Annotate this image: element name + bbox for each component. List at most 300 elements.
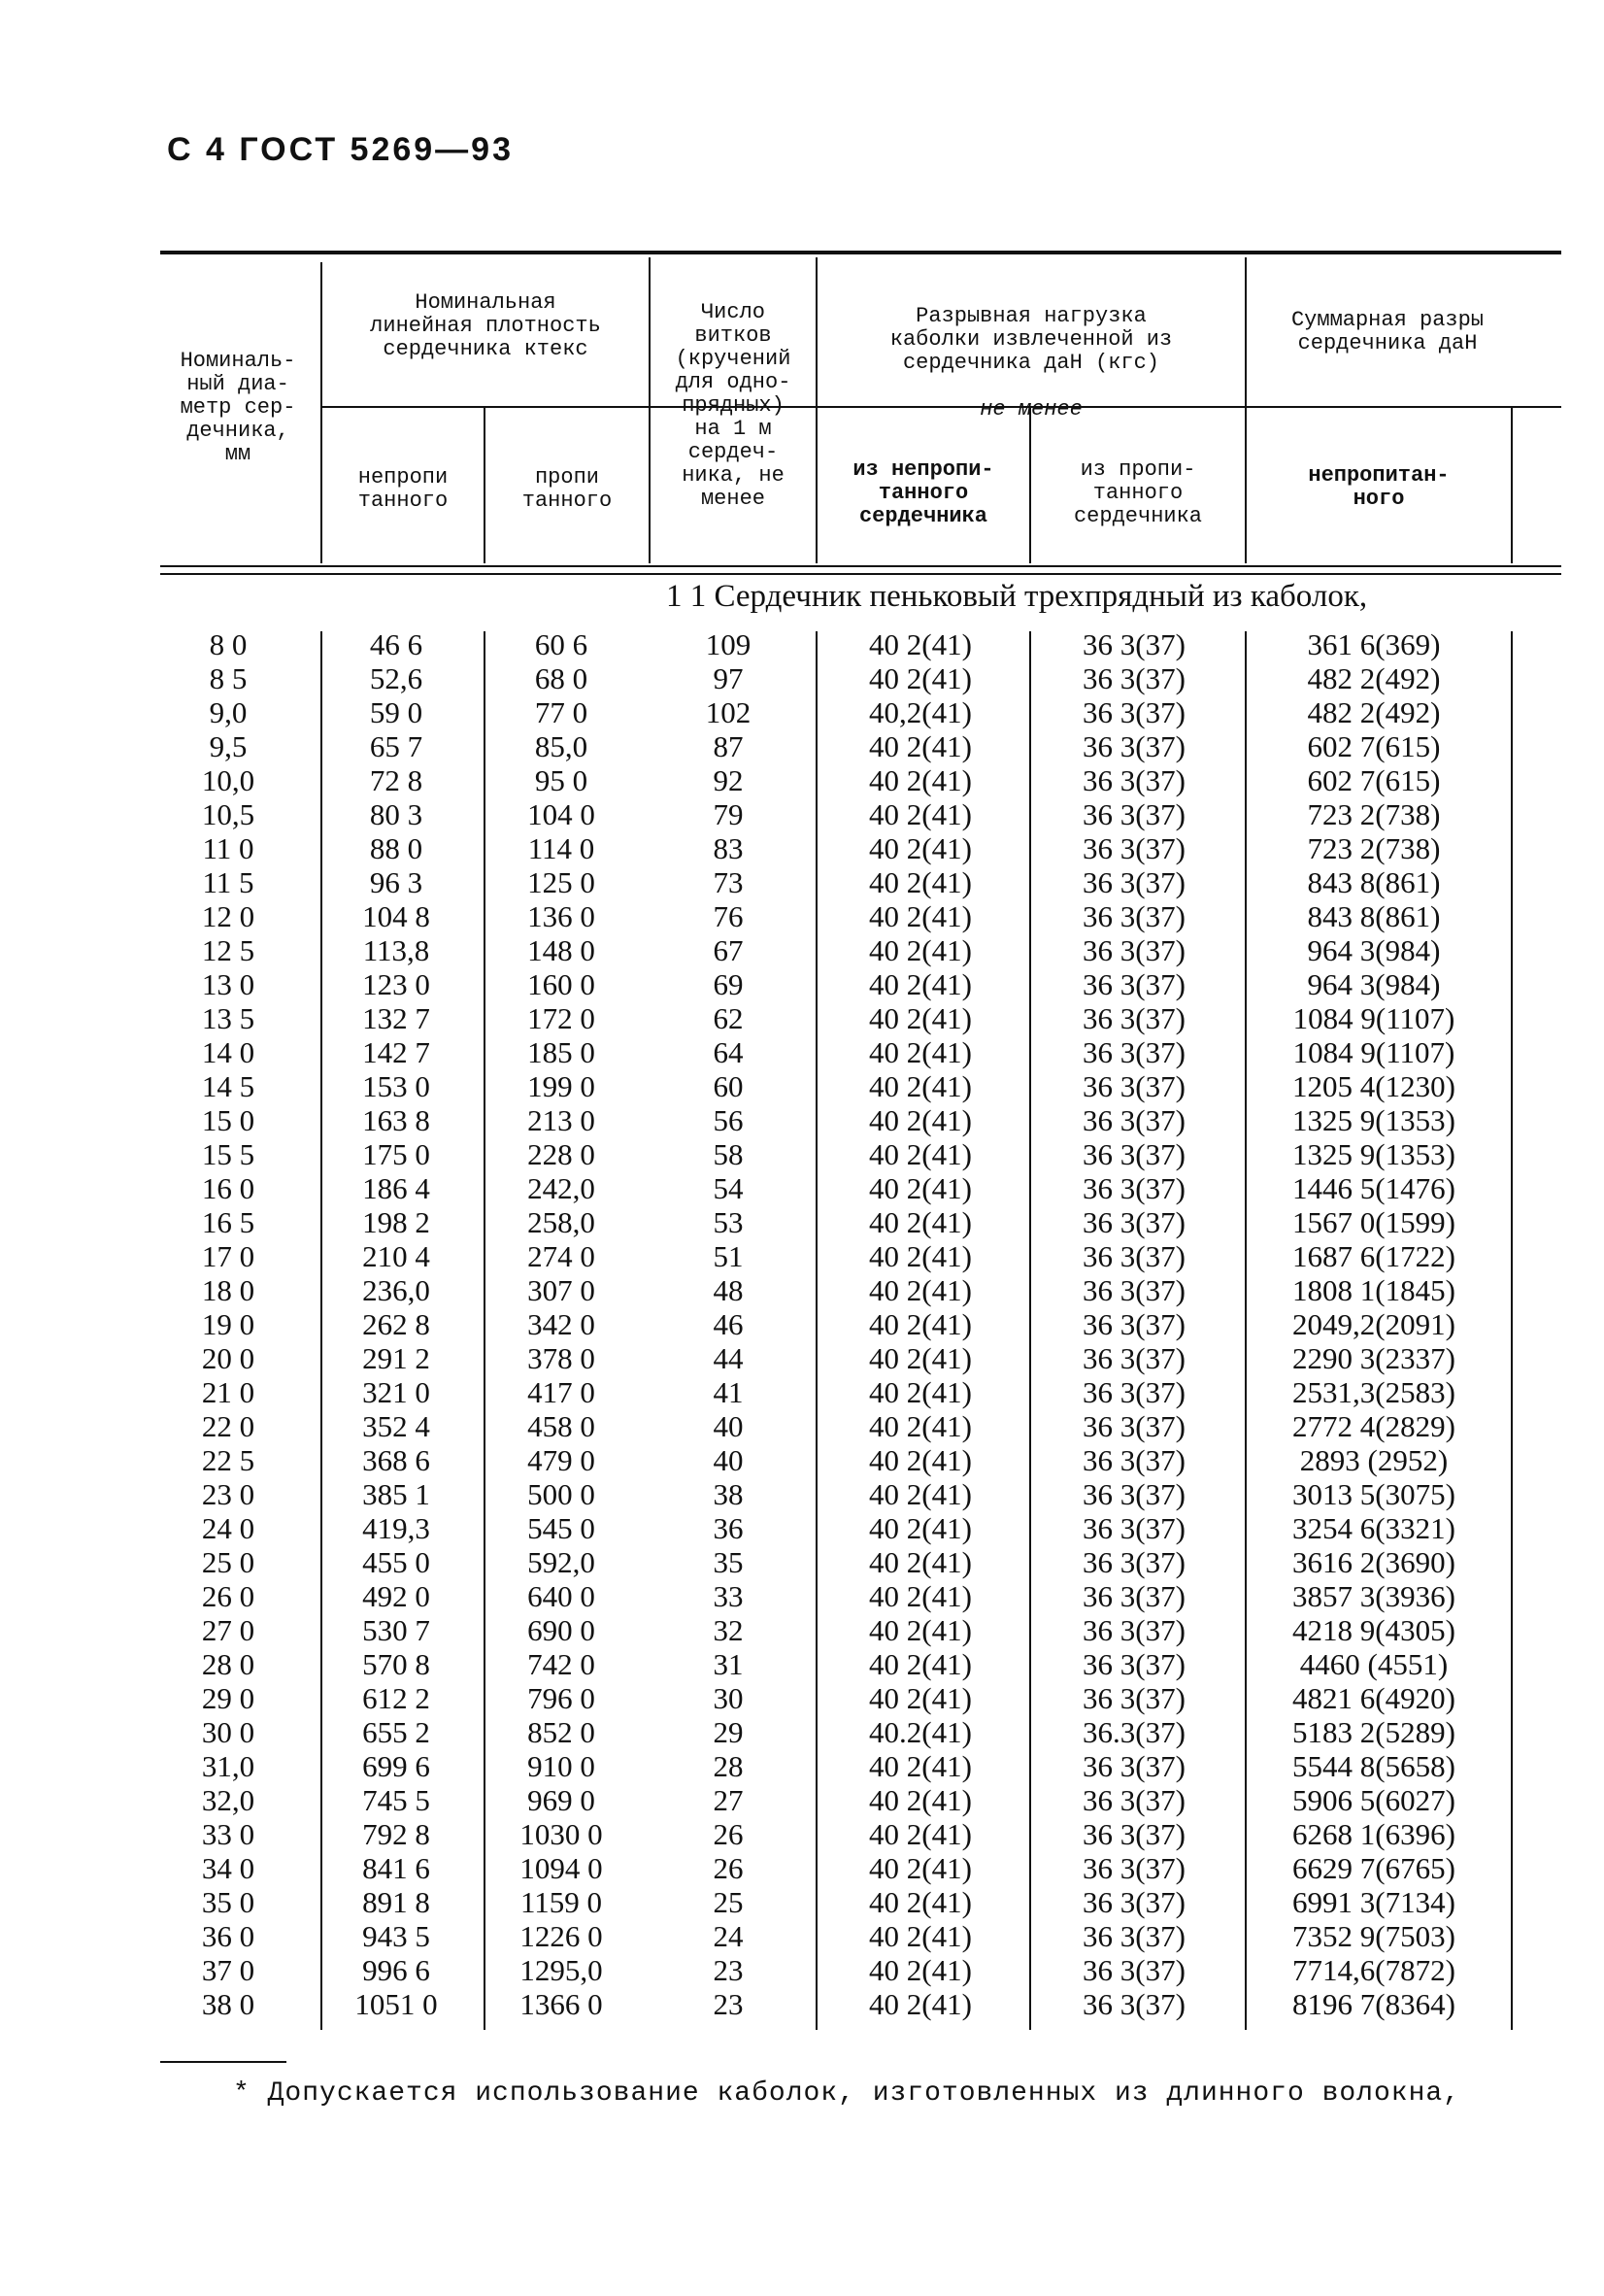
cell-turns: 28 (713, 1749, 744, 1783)
cell-yarn-imp: 36 3(37) (1083, 1817, 1186, 1851)
cell-density-unimp: 291 2 (362, 1341, 430, 1375)
cell-diameter: 16 5 (201, 1205, 255, 1239)
cell-yarn-imp: 36 3(37) (1083, 1987, 1186, 2021)
cell-yarn-unimp: 40 2(41) (869, 899, 972, 933)
cell-total-unimp: 7714,6(7872) (1292, 1953, 1455, 1987)
cell-density-unimp: 236,0 (362, 1273, 430, 1307)
cell-yarn-imp: 36 3(37) (1083, 899, 1186, 933)
cell-total-unimp: 1325 9(1353) (1292, 1137, 1455, 1171)
cell-density-unimp: 321 0 (362, 1375, 430, 1409)
header-divider (1511, 408, 1513, 563)
cell-density-unimp: 655 2 (362, 1715, 430, 1749)
cell-density-unimp: 104 8 (362, 899, 430, 933)
cell-turns: 62 (713, 1001, 744, 1035)
cell-density-unimp: 368 6 (362, 1443, 430, 1477)
cell-turns: 46 (713, 1307, 744, 1341)
cell-yarn-unimp: 40 2(41) (869, 1851, 972, 1885)
cell-yarn-unimp: 40 2(41) (869, 763, 972, 797)
cell-yarn-imp: 36 3(37) (1083, 1885, 1186, 1919)
cell-yarn-imp: 36 3(37) (1083, 1001, 1186, 1035)
cell-diameter: 8 5 (209, 661, 248, 695)
cell-yarn-unimp: 40 2(41) (869, 1783, 972, 1817)
cell-diameter: 36 0 (201, 1919, 255, 1953)
footnote: * Допускается использование каболок, изготовленных из длинного волокна, (233, 2078, 1460, 2109)
cell-diameter: 18 0 (201, 1273, 255, 1307)
cell-yarn-unimp: 40.2(41) (869, 1715, 972, 1749)
cell-yarn-imp: 36 3(37) (1083, 763, 1186, 797)
cell-diameter: 11 0 (202, 831, 254, 865)
cell-yarn-unimp: 40 2(41) (869, 1171, 972, 1205)
cell-diameter: 26 0 (201, 1579, 255, 1613)
cell-yarn-imp: 36 3(37) (1083, 1069, 1186, 1103)
cell-density-unimp: 153 0 (362, 1069, 430, 1103)
cell-turns: 67 (713, 933, 744, 967)
cell-diameter: 16 0 (201, 1171, 255, 1205)
cell-yarn-imp: 36 3(37) (1083, 1647, 1186, 1681)
cell-yarn-unimp: 40 2(41) (869, 1647, 972, 1681)
body-divider (484, 631, 485, 2030)
cell-turns: 79 (713, 797, 744, 831)
cell-density-imp: 910 0 (527, 1749, 595, 1783)
cell-diameter: 29 0 (201, 1681, 255, 1715)
cell-density-unimp: 142 7 (362, 1035, 430, 1069)
cell-density-unimp: 46 6 (369, 627, 423, 661)
body-divider (1029, 631, 1031, 2030)
cell-diameter: 25 0 (201, 1545, 255, 1579)
cell-diameter: 9,5 (209, 729, 248, 763)
cell-turns: 69 (713, 967, 744, 1001)
cell-total-unimp: 843 8(861) (1307, 865, 1441, 899)
cell-yarn-unimp: 40,2(41) (869, 695, 972, 729)
cell-density-imp: 742 0 (527, 1647, 595, 1681)
cell-turns: 109 (705, 627, 752, 661)
cell-diameter: 9,0 (209, 695, 248, 729)
cell-yarn-imp: 36 3(37) (1083, 1749, 1186, 1783)
cell-yarn-imp: 36 3(37) (1083, 831, 1186, 865)
cell-density-imp: 458 0 (527, 1409, 595, 1443)
cell-density-unimp: 530 7 (362, 1613, 430, 1647)
cell-yarn-unimp: 40 2(41) (869, 661, 972, 695)
cell-turns: 26 (713, 1851, 744, 1885)
cell-turns: 27 (713, 1783, 744, 1817)
cell-total-unimp: 482 2(492) (1307, 695, 1441, 729)
cell-turns: 87 (713, 729, 744, 763)
cell-diameter: 27 0 (201, 1613, 255, 1647)
cell-density-imp: 185 0 (527, 1035, 595, 1069)
header-total-unimp: непропитан- ного (1308, 463, 1450, 511)
cell-yarn-unimp: 40 2(41) (869, 1545, 972, 1579)
body-divider (1245, 631, 1247, 2030)
cell-total-unimp: 1325 9(1353) (1292, 1103, 1455, 1137)
cell-yarn-imp: 36 3(37) (1083, 661, 1186, 695)
cell-diameter: 28 0 (201, 1647, 255, 1681)
cell-yarn-imp: 36 3(37) (1083, 1239, 1186, 1273)
cell-diameter: 33 0 (201, 1817, 255, 1851)
cell-density-unimp: 996 6 (362, 1953, 430, 1987)
body-divider (320, 631, 322, 2030)
cell-density-imp: 307 0 (527, 1273, 595, 1307)
cell-yarn-imp: 36 3(37) (1083, 627, 1186, 661)
cell-yarn-unimp: 40 2(41) (869, 1137, 972, 1171)
cell-total-unimp: 6991 3(7134) (1292, 1885, 1455, 1919)
header-impregnated: пропи танного (521, 465, 613, 513)
table-top-rule (160, 251, 1561, 254)
cell-density-imp: 417 0 (527, 1375, 595, 1409)
cell-yarn-unimp: 40 2(41) (869, 1579, 972, 1613)
cell-density-imp: 77 0 (534, 695, 588, 729)
cell-density-unimp: 492 0 (362, 1579, 430, 1613)
cell-diameter: 21 0 (201, 1375, 255, 1409)
cell-density-unimp: 132 7 (362, 1001, 430, 1035)
cell-density-imp: 160 0 (527, 967, 595, 1001)
header-yarn-imp: из пропи- танного сердечника (1073, 457, 1203, 528)
header-yarn-load (818, 282, 1245, 422)
cell-density-unimp: 570 8 (362, 1647, 430, 1681)
cell-total-unimp: 964 3(984) (1307, 933, 1441, 967)
cell-total-unimp: 8196 7(8364) (1292, 1987, 1455, 2021)
cell-yarn-unimp: 40 2(41) (869, 1681, 972, 1715)
cell-turns: 36 (713, 1511, 744, 1545)
cell-turns: 44 (713, 1341, 744, 1375)
cell-density-imp: 479 0 (527, 1443, 595, 1477)
cell-total-unimp: 2531,3(2583) (1292, 1375, 1455, 1409)
cell-total-unimp: 4821 6(4920) (1292, 1681, 1455, 1715)
cell-density-unimp: 113,8 (362, 933, 430, 967)
cell-total-unimp: 3616 2(3690) (1292, 1545, 1455, 1579)
cell-density-imp: 274 0 (527, 1239, 595, 1273)
cell-total-unimp: 2049,2(2091) (1292, 1307, 1455, 1341)
cell-yarn-unimp: 40 2(41) (869, 1001, 972, 1035)
cell-diameter: 15 0 (201, 1103, 255, 1137)
cell-density-unimp: 80 3 (369, 797, 423, 831)
cell-yarn-unimp: 40 2(41) (869, 1817, 972, 1851)
cell-density-unimp: 745 5 (362, 1783, 430, 1817)
cell-density-imp: 136 0 (527, 899, 595, 933)
cell-yarn-imp: 36 3(37) (1083, 933, 1186, 967)
cell-density-unimp: 175 0 (362, 1137, 430, 1171)
cell-yarn-unimp: 40 2(41) (869, 967, 972, 1001)
cell-density-imp: 592,0 (527, 1545, 595, 1579)
cell-turns: 33 (713, 1579, 744, 1613)
cell-diameter: 14 0 (201, 1035, 255, 1069)
cell-yarn-imp: 36 3(37) (1083, 1851, 1186, 1885)
cell-yarn-imp: 36 3(37) (1083, 1171, 1186, 1205)
footnote-rule (160, 2061, 286, 2063)
cell-yarn-unimp: 40 2(41) (869, 1341, 972, 1375)
cell-diameter: 11 5 (202, 865, 254, 899)
cell-density-unimp: 163 8 (362, 1103, 430, 1137)
cell-yarn-imp: 36 3(37) (1083, 1579, 1186, 1613)
cell-total-unimp: 3013 5(3075) (1292, 1477, 1455, 1511)
cell-density-unimp: 210 4 (362, 1239, 430, 1273)
body-divider (816, 631, 818, 2030)
cell-density-unimp: 699 6 (362, 1749, 430, 1783)
cell-turns: 24 (713, 1919, 744, 1953)
cell-yarn-unimp: 40 2(41) (869, 865, 972, 899)
header-yarn-load-title: Разрывная нагрузка каболки извлеченной из сердечника даН (кгс) (889, 304, 1173, 375)
header-bottom-rule-2 (160, 573, 1561, 575)
cell-yarn-unimp: 40 2(41) (869, 1749, 972, 1783)
cell-total-unimp: 723 2(738) (1307, 831, 1441, 865)
cell-turns: 97 (713, 661, 744, 695)
cell-density-imp: 545 0 (527, 1511, 595, 1545)
cell-total-unimp: 602 7(615) (1307, 729, 1441, 763)
cell-total-unimp: 1205 4(1230) (1292, 1069, 1455, 1103)
cell-density-imp: 172 0 (527, 1001, 595, 1035)
cell-yarn-unimp: 40 2(41) (869, 729, 972, 763)
cell-diameter: 35 0 (201, 1885, 255, 1919)
cell-yarn-imp: 36 3(37) (1083, 1103, 1186, 1137)
cell-yarn-unimp: 40 2(41) (869, 1953, 972, 1987)
cell-yarn-unimp: 40 2(41) (869, 1307, 972, 1341)
cell-density-imp: 500 0 (527, 1477, 595, 1511)
cell-turns: 92 (713, 763, 744, 797)
cell-turns: 48 (713, 1273, 744, 1307)
cell-yarn-unimp: 40 2(41) (869, 797, 972, 831)
cell-turns: 83 (713, 831, 744, 865)
cell-turns: 64 (713, 1035, 744, 1069)
cell-density-imp: 114 0 (527, 831, 595, 865)
cell-diameter: 30 0 (201, 1715, 255, 1749)
cell-density-unimp: 891 8 (362, 1885, 430, 1919)
cell-density-unimp: 841 6 (362, 1851, 430, 1885)
cell-yarn-unimp: 40 2(41) (869, 1273, 972, 1307)
cell-yarn-unimp: 40 2(41) (869, 831, 972, 865)
cell-total-unimp: 7352 9(7503) (1292, 1919, 1455, 1953)
cell-total-unimp: 1808 1(1845) (1292, 1273, 1455, 1307)
cell-diameter: 20 0 (201, 1341, 255, 1375)
cell-turns: 23 (713, 1987, 744, 2021)
cell-density-imp: 796 0 (527, 1681, 595, 1715)
cell-density-imp: 852 0 (527, 1715, 595, 1749)
cell-density-imp: 228 0 (527, 1137, 595, 1171)
cell-yarn-imp: 36 3(37) (1083, 797, 1186, 831)
cell-total-unimp: 1084 9(1107) (1292, 1035, 1455, 1069)
cell-turns: 40 (713, 1409, 744, 1443)
cell-density-imp: 1295,0 (519, 1953, 603, 1987)
cell-total-unimp: 6268 1(6396) (1292, 1817, 1455, 1851)
cell-diameter: 13 0 (201, 967, 255, 1001)
cell-yarn-unimp: 40 2(41) (869, 1477, 972, 1511)
cell-density-imp: 969 0 (527, 1783, 595, 1817)
header-linear-density: Номинальная линейная плотность сердечника ктекс (370, 290, 601, 361)
cell-turns: 30 (713, 1681, 744, 1715)
cell-yarn-imp: 36 3(37) (1083, 1783, 1186, 1817)
cell-total-unimp: 964 3(984) (1307, 967, 1441, 1001)
cell-density-imp: 199 0 (527, 1069, 595, 1103)
cell-density-unimp: 88 0 (369, 831, 423, 865)
cell-total-unimp: 1567 0(1599) (1292, 1205, 1455, 1239)
header-yarn-load-note: не менее (980, 397, 1083, 422)
cell-diameter: 13 5 (201, 1001, 255, 1035)
cell-density-unimp: 186 4 (362, 1171, 430, 1205)
section-title: 1 1 Сердечник пеньковый трехпрядный из каболок, (666, 579, 1368, 614)
cell-total-unimp: 4460 (4551) (1299, 1647, 1449, 1681)
cell-yarn-unimp: 40 2(41) (869, 1069, 972, 1103)
cell-density-imp: 1030 0 (519, 1817, 603, 1851)
cell-yarn-imp: 36 3(37) (1083, 1273, 1186, 1307)
cell-density-imp: 213 0 (527, 1103, 595, 1137)
cell-turns: 102 (705, 695, 752, 729)
cell-density-unimp: 943 5 (362, 1919, 430, 1953)
cell-yarn-unimp: 40 2(41) (869, 933, 972, 967)
cell-turns: 53 (713, 1205, 744, 1239)
cell-total-unimp: 1084 9(1107) (1292, 1001, 1455, 1035)
cell-total-unimp: 2893 (2952) (1299, 1443, 1449, 1477)
cell-turns: 41 (713, 1375, 744, 1409)
cell-diameter: 10,0 (201, 763, 255, 797)
cell-total-unimp: 843 8(861) (1307, 899, 1441, 933)
cell-yarn-unimp: 40 2(41) (869, 1987, 972, 2021)
cell-yarn-unimp: 40 2(41) (869, 627, 972, 661)
cell-density-imp: 60 6 (534, 627, 588, 661)
cell-density-imp: 104 0 (527, 797, 595, 831)
cell-density-unimp: 1051 0 (354, 1987, 438, 2021)
cell-density-imp: 148 0 (527, 933, 595, 967)
cell-diameter: 23 0 (201, 1477, 255, 1511)
header-turns: Число витков (кручений для одно- прядных) на 1 м сердеч- ника, не менее (675, 300, 791, 511)
cell-turns: 38 (713, 1477, 744, 1511)
header-total-load: Суммарная разры сердечника даН (1290, 308, 1485, 355)
cell-yarn-imp: 36 3(37) (1083, 1681, 1186, 1715)
cell-density-unimp: 455 0 (362, 1545, 430, 1579)
cell-yarn-imp: 36 3(37) (1083, 1443, 1186, 1477)
cell-yarn-imp: 36 3(37) (1083, 1477, 1186, 1511)
cell-yarn-imp: 36 3(37) (1083, 695, 1186, 729)
cell-yarn-imp: 36 3(37) (1083, 1205, 1186, 1239)
cell-yarn-unimp: 40 2(41) (869, 1613, 972, 1647)
cell-yarn-imp: 36 3(37) (1083, 1307, 1186, 1341)
cell-total-unimp: 2772 4(2829) (1292, 1409, 1455, 1443)
cell-total-unimp: 1687 6(1722) (1292, 1239, 1455, 1273)
cell-density-unimp: 52,6 (369, 661, 423, 695)
cell-turns: 29 (713, 1715, 744, 1749)
cell-total-unimp: 5544 8(5658) (1292, 1749, 1455, 1783)
cell-density-imp: 95 0 (534, 763, 588, 797)
cell-density-imp: 378 0 (527, 1341, 595, 1375)
cell-turns: 51 (713, 1239, 744, 1273)
cell-turns: 76 (713, 899, 744, 933)
cell-total-unimp: 5183 2(5289) (1292, 1715, 1455, 1749)
cell-density-unimp: 96 3 (369, 865, 423, 899)
cell-yarn-imp: 36 3(37) (1083, 1919, 1186, 1953)
cell-diameter: 15 5 (201, 1137, 255, 1171)
cell-density-imp: 1159 0 (519, 1885, 603, 1919)
cell-yarn-imp: 36 3(37) (1083, 1613, 1186, 1647)
cell-turns: 25 (713, 1885, 744, 1919)
cell-turns: 58 (713, 1137, 744, 1171)
cell-yarn-imp: 36 3(37) (1083, 1409, 1186, 1443)
cell-total-unimp: 3254 6(3321) (1292, 1511, 1455, 1545)
header-yarn-unimp: из непропи- танного сердечника (852, 457, 994, 528)
cell-density-imp: 125 0 (527, 865, 595, 899)
cell-density-unimp: 352 4 (362, 1409, 430, 1443)
cell-density-imp: 342 0 (527, 1307, 595, 1341)
cell-yarn-unimp: 40 2(41) (869, 1035, 972, 1069)
cell-yarn-imp: 36 3(37) (1083, 1545, 1186, 1579)
cell-yarn-imp: 36 3(37) (1083, 865, 1186, 899)
cell-yarn-unimp: 40 2(41) (869, 1919, 972, 1953)
cell-turns: 31 (713, 1647, 744, 1681)
cell-total-unimp: 482 2(492) (1307, 661, 1441, 695)
cell-density-imp: 1094 0 (519, 1851, 603, 1885)
cell-turns: 60 (713, 1069, 744, 1103)
cell-density-imp: 1366 0 (519, 1987, 603, 2021)
cell-density-unimp: 72 8 (369, 763, 423, 797)
cell-diameter: 19 0 (201, 1307, 255, 1341)
cell-turns: 26 (713, 1817, 744, 1851)
cell-yarn-unimp: 40 2(41) (869, 1443, 972, 1477)
cell-total-unimp: 1446 5(1476) (1292, 1171, 1455, 1205)
cell-total-unimp: 3857 3(3936) (1292, 1579, 1455, 1613)
cell-turns: 32 (713, 1613, 744, 1647)
cell-yarn-unimp: 40 2(41) (869, 1511, 972, 1545)
cell-yarn-imp: 36 3(37) (1083, 1953, 1186, 1987)
cell-density-unimp: 419,3 (362, 1511, 430, 1545)
cell-density-unimp: 123 0 (362, 967, 430, 1001)
cell-yarn-unimp: 40 2(41) (869, 1375, 972, 1409)
cell-yarn-imp: 36 3(37) (1083, 1137, 1186, 1171)
cell-diameter: 10,5 (201, 797, 255, 831)
cell-density-imp: 85,0 (534, 729, 588, 763)
cell-total-unimp: 2290 3(2337) (1292, 1341, 1455, 1375)
cell-yarn-imp: 36 3(37) (1083, 729, 1186, 763)
cell-diameter: 22 0 (201, 1409, 255, 1443)
cell-density-unimp: 65 7 (369, 729, 423, 763)
cell-yarn-imp: 36 3(37) (1083, 1341, 1186, 1375)
cell-turns: 35 (713, 1545, 744, 1579)
header-unimpregnated: непропи танного (357, 465, 449, 513)
cell-turns: 54 (713, 1171, 744, 1205)
cell-total-unimp: 5906 5(6027) (1292, 1783, 1455, 1817)
cell-yarn-imp: 36 3(37) (1083, 1511, 1186, 1545)
cell-diameter: 8 0 (209, 627, 248, 661)
cell-yarn-imp: 36 3(37) (1083, 1035, 1186, 1069)
cell-turns: 23 (713, 1953, 744, 1987)
cell-density-imp: 690 0 (527, 1613, 595, 1647)
header-bottom-rule-1 (160, 565, 1561, 567)
page-header: С 4 ГОСТ 5269—93 (167, 131, 515, 168)
cell-diameter: 31,0 (201, 1749, 255, 1783)
cell-diameter: 12 0 (201, 899, 255, 933)
cell-diameter: 22 5 (201, 1443, 255, 1477)
cell-turns: 56 (713, 1103, 744, 1137)
cell-turns: 40 (713, 1443, 744, 1477)
cell-density-imp: 640 0 (527, 1579, 595, 1613)
cell-yarn-unimp: 40 2(41) (869, 1885, 972, 1919)
header-diameter: Номиналь- ный диа- метр сер- дечника, мм (180, 349, 296, 466)
cell-density-unimp: 198 2 (362, 1205, 430, 1239)
cell-total-unimp: 361 6(369) (1307, 627, 1441, 661)
cell-density-imp: 1226 0 (519, 1919, 603, 1953)
cell-density-imp: 68 0 (534, 661, 588, 695)
cell-total-unimp: 6629 7(6765) (1292, 1851, 1455, 1885)
cell-density-unimp: 59 0 (369, 695, 423, 729)
cell-density-imp: 242,0 (527, 1171, 595, 1205)
cell-turns: 73 (713, 865, 744, 899)
cell-diameter: 14 5 (201, 1069, 255, 1103)
body-divider (1511, 631, 1513, 2030)
cell-yarn-unimp: 40 2(41) (869, 1205, 972, 1239)
cell-yarn-imp: 36.3(37) (1083, 1715, 1186, 1749)
cell-density-imp: 258,0 (527, 1205, 595, 1239)
cell-yarn-imp: 36 3(37) (1083, 1375, 1186, 1409)
cell-diameter: 12 5 (201, 933, 255, 967)
cell-density-unimp: 262 8 (362, 1307, 430, 1341)
cell-diameter: 24 0 (201, 1511, 255, 1545)
cell-diameter: 34 0 (201, 1851, 255, 1885)
cell-density-unimp: 385 1 (362, 1477, 430, 1511)
